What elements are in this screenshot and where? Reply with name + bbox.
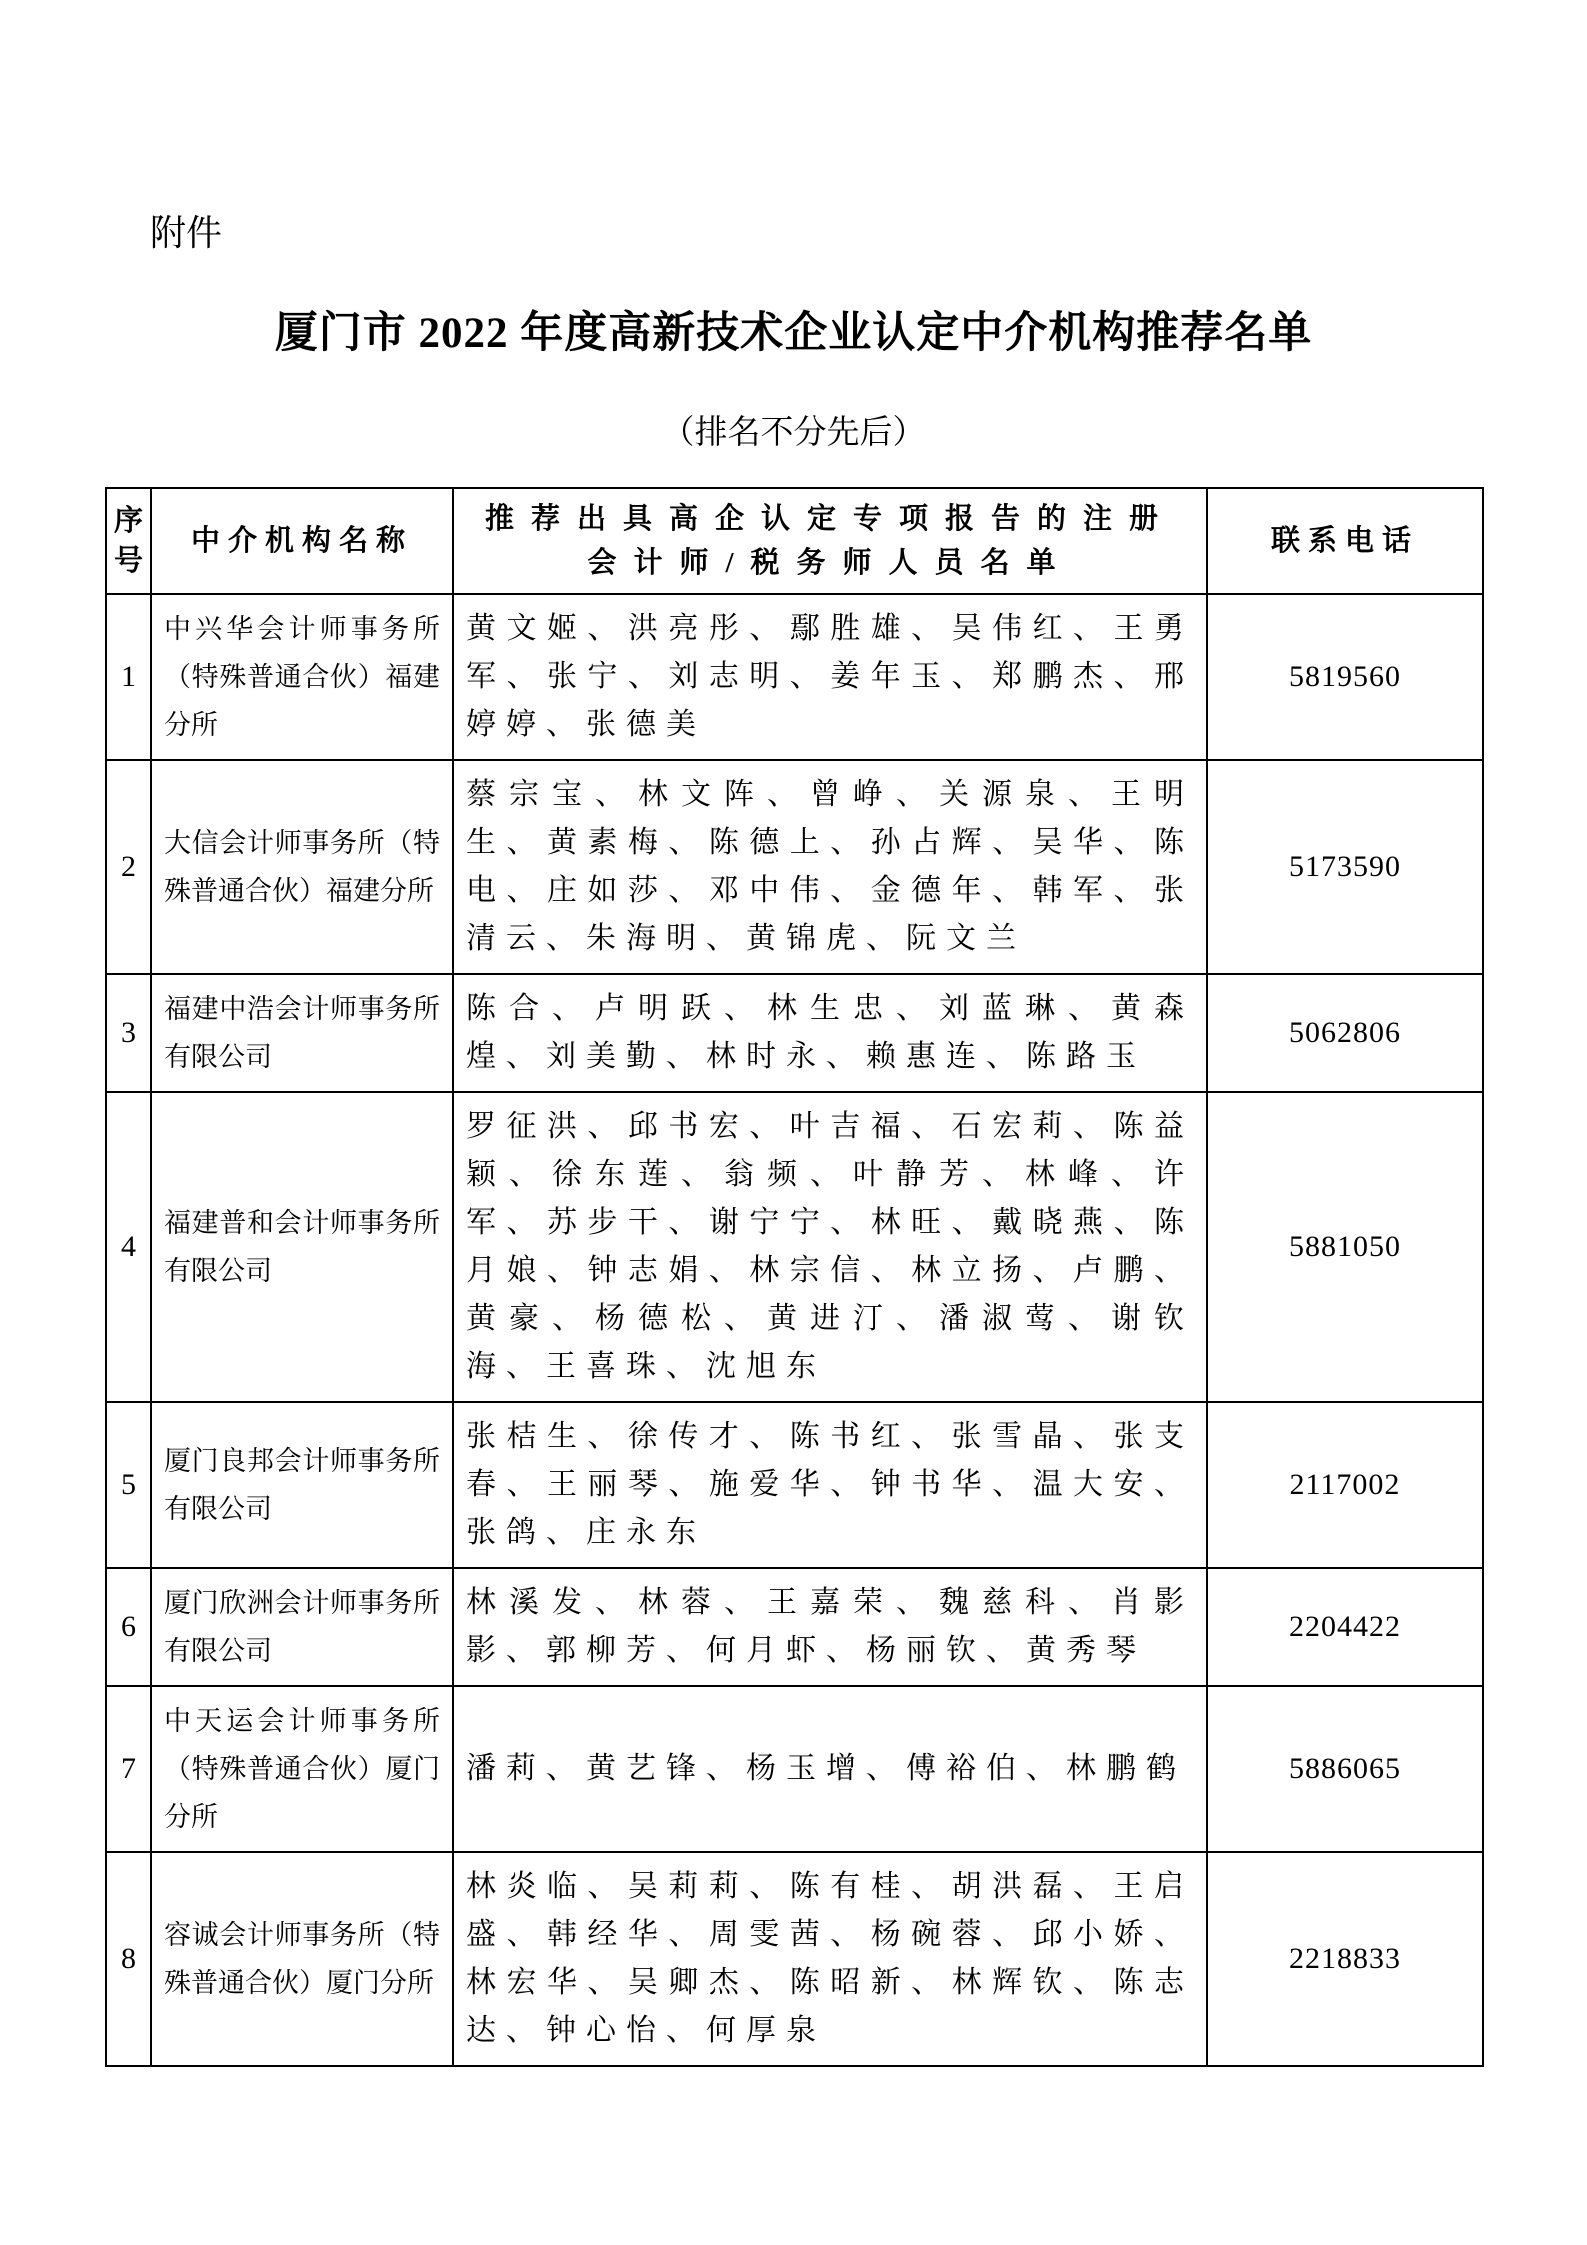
row-index-cell: 1 (106, 594, 151, 760)
header-contact-phone: 联系电话 (1207, 488, 1483, 594)
phone-cell: 5062806 (1207, 974, 1483, 1092)
table-row (106, 1402, 1483, 1568)
phone-cell: 5886065 (1207, 1686, 1483, 1852)
staff-names-cell: 罗征洪、邱书宏、叶吉福、石宏莉、陈益颖、徐东莲、翁频、叶静芳、林峰、许军、苏步干、谢宁宁、林旺、戴晓燕、陈月娘、钟志娟、林宗信、林立扬、卢鹏、黄豪、杨德松、黄进汀、潘淑莺、谢钦海、王喜珠、沈旭东 (453, 1092, 1207, 1402)
phone-cell: 5881050 (1207, 1092, 1483, 1402)
agency-name-cell: 厦门良邦会计师事务所有限公司 (151, 1402, 453, 1568)
row-index-cell: 7 (106, 1686, 151, 1852)
phone-cell: 2218833 (1207, 1852, 1483, 2066)
staff-names-cell: 陈合、卢明跃、林生忠、刘蓝琳、黄森煌、刘美勤、林时永、赖惠连、陈路玉 (453, 974, 1207, 1092)
staff-names-cell: 蔡宗宝、林文阵、曾峥、关源泉、王明生、黄素梅、陈德上、孙占辉、吴华、陈电、庄如莎、邓中伟、金德年、韩军、张清云、朱海明、黄锦虎、阮文兰 (453, 760, 1207, 974)
phone-cell: 2204422 (1207, 1568, 1483, 1686)
table-row (106, 594, 1483, 760)
table-row (106, 1686, 1483, 1852)
page-subtitle: （排名不分先后） (661, 415, 926, 452)
row-index-cell: 8 (106, 1852, 151, 2066)
agency-name-cell: 中天运会计师事务所（特殊普通合伙）厦门分所 (151, 1686, 453, 1852)
staff-names-cell: 潘莉、黄艺锋、杨玉增、傅裕伯、林鹏鹤 (453, 1686, 1207, 1852)
agency-name-cell: 福建普和会计师事务所有限公司 (151, 1092, 453, 1402)
row-index-cell: 2 (106, 760, 151, 974)
row-index-cell: 6 (106, 1568, 151, 1686)
agency-name-cell: 容诚会计师事务所（特殊普通合伙）厦门分所 (151, 1852, 453, 2066)
agency-name-cell: 大信会计师事务所（特殊普通合伙）福建分所 (151, 760, 453, 974)
staff-names-cell: 张桔生、徐传才、陈书红、张雪晶、张支春、王丽琴、施爱华、钟书华、温大安、张鸽、庄永东 (453, 1402, 1207, 1568)
table-header-row (106, 488, 1483, 594)
table-row (106, 1568, 1483, 1686)
header-index: 序号 (106, 488, 151, 594)
table-row (106, 1852, 1483, 2066)
phone-cell: 2117002 (1207, 1402, 1483, 1568)
phone-cell: 5173590 (1207, 760, 1483, 974)
table-row (106, 1092, 1483, 1402)
table-row (106, 760, 1483, 974)
agency-name-cell: 中兴华会计师事务所（特殊普通合伙）福建分所 (151, 594, 453, 760)
page-title: 厦门市 2022 年度高新技术企业认定中介机构推荐名单 (274, 310, 1313, 358)
row-index-cell: 4 (106, 1092, 151, 1402)
staff-names-cell: 黄文姬、洪亮彤、鄢胜雄、吴伟红、王勇军、张宁、刘志明、姜年玉、郑鹏杰、邢婷婷、张德美 (453, 594, 1207, 760)
agency-table (105, 487, 1484, 2067)
attachment-label: 附件 (150, 213, 223, 253)
header-agency-name: 中介机构名称 (151, 488, 453, 594)
table-body (106, 594, 1483, 2066)
header-staff-list: 推荐出具高企认定专项报告的注册会计师/税务师人员名单 (453, 488, 1207, 594)
row-index-cell: 3 (106, 974, 151, 1092)
phone-cell: 5819560 (1207, 594, 1483, 760)
table-row (106, 974, 1483, 1092)
agency-name-cell: 厦门欣洲会计师事务所有限公司 (151, 1568, 453, 1686)
staff-names-cell: 林炎临、吴莉莉、陈有桂、胡洪磊、王启盛、韩经华、周雯茜、杨碗蓉、邱小娇、林宏华、吴卿杰、陈昭新、林辉钦、陈志达、钟心怡、何厚泉 (453, 1852, 1207, 2066)
staff-names-cell: 林溪发、林蓉、王嘉荣、魏慈科、肖影影、郭柳芳、何月虾、杨丽钦、黄秀琴 (453, 1568, 1207, 1686)
agency-name-cell: 福建中浩会计师事务所有限公司 (151, 974, 453, 1092)
row-index-cell: 5 (106, 1402, 151, 1568)
